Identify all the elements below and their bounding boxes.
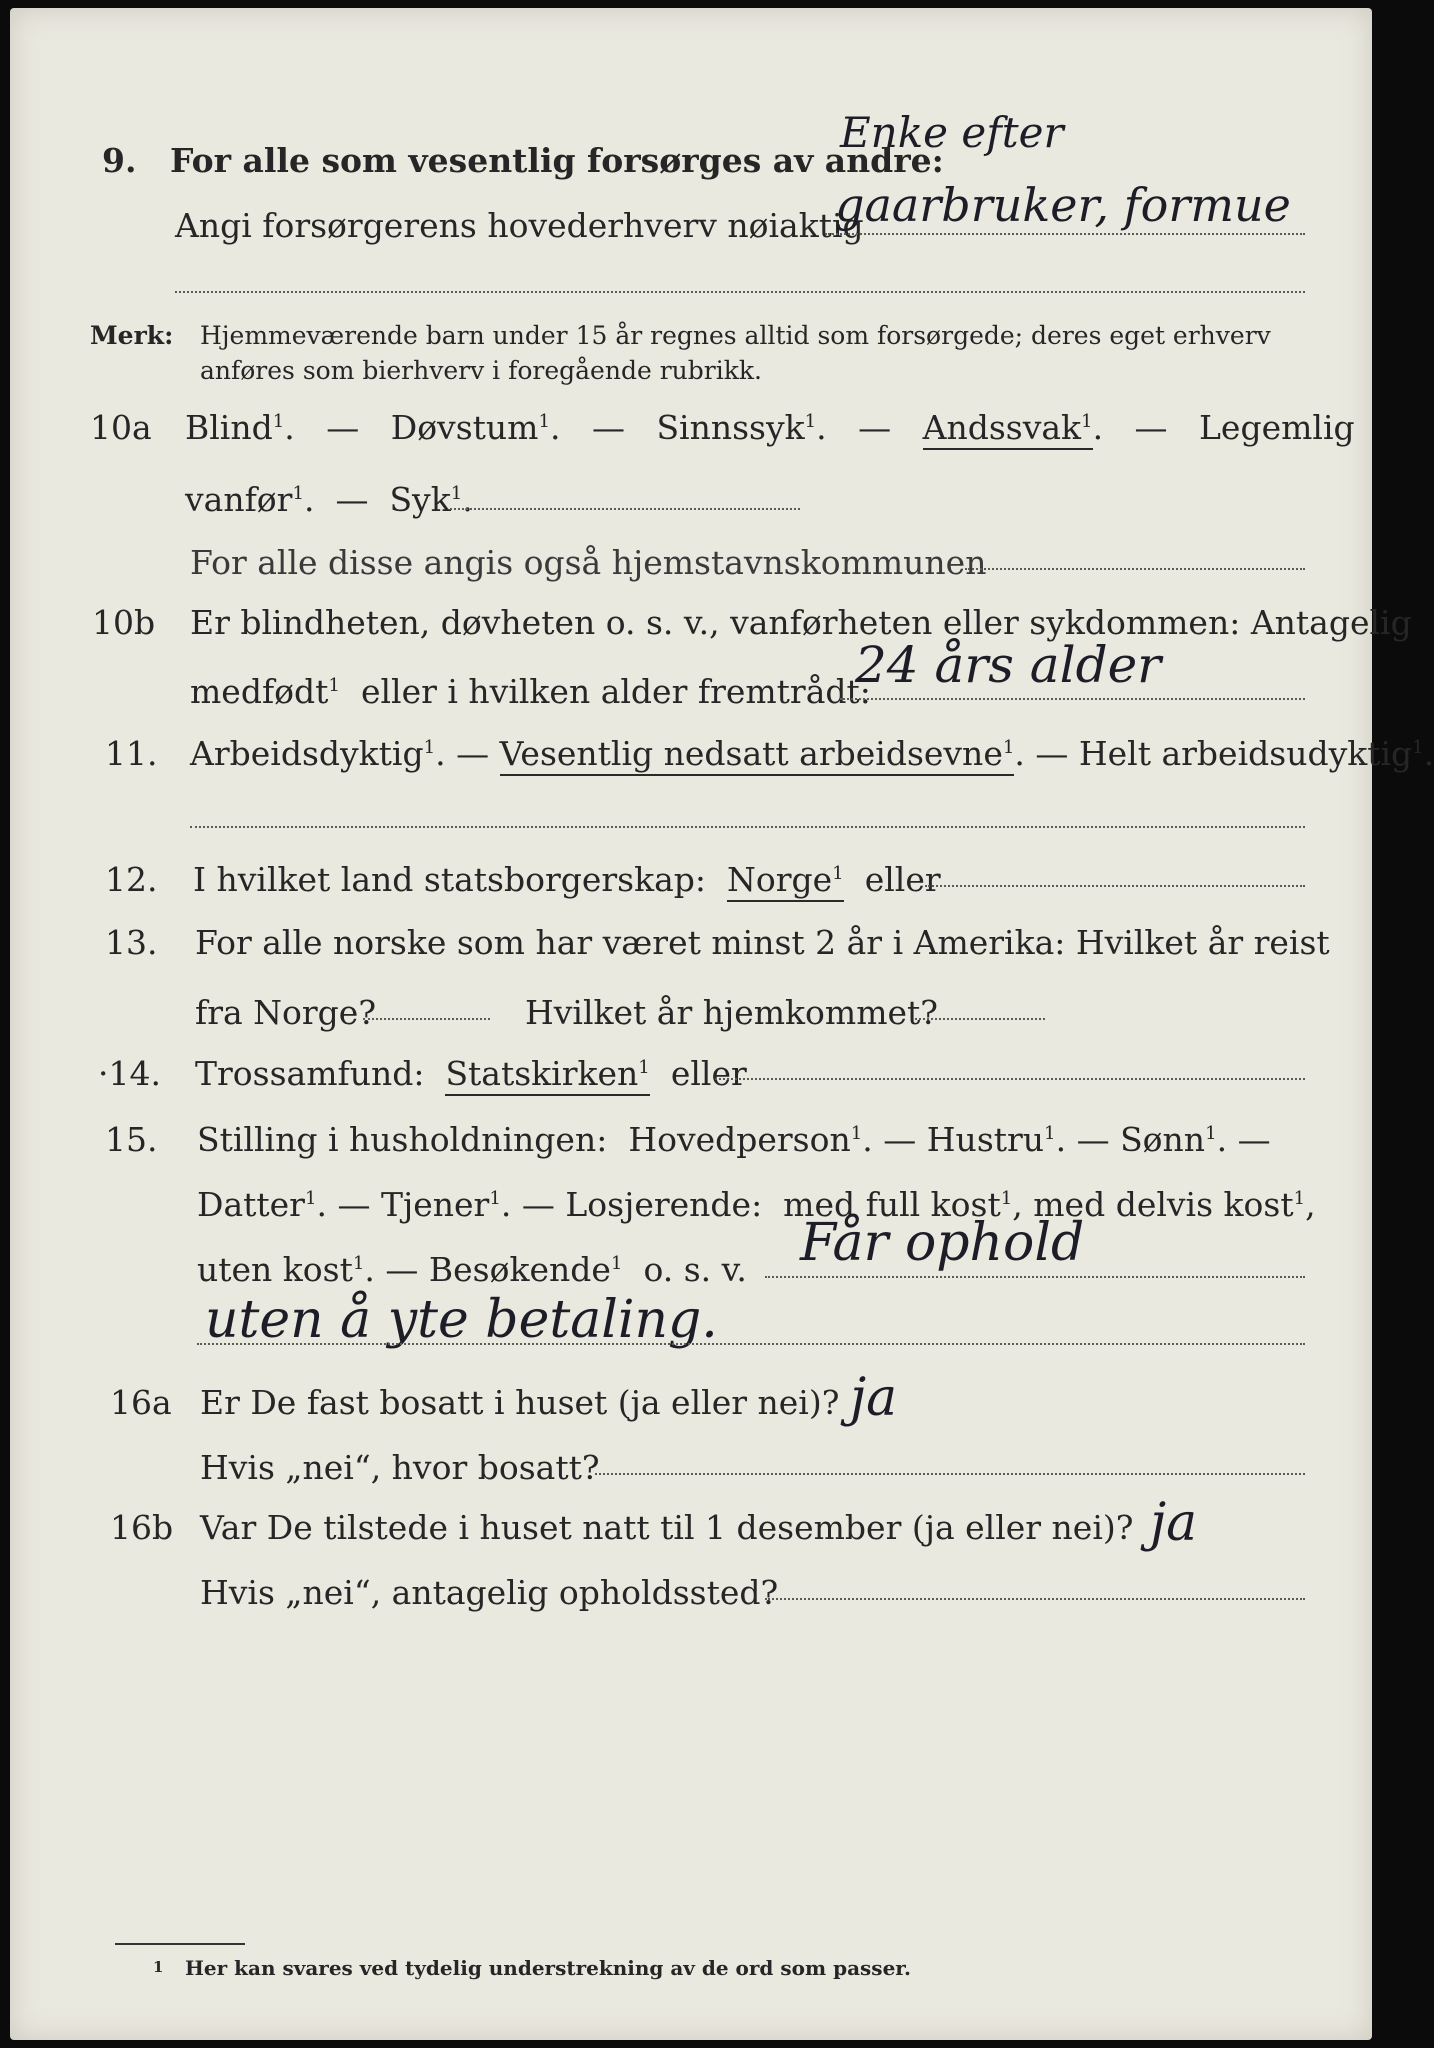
q9-extra-line (175, 291, 1305, 293)
q11-line: Arbeidsdyktig$^1$. — Vesentlig nedsatt arbeidsevne$^1$. — Helt arbeidsudyktig$^1$. (190, 734, 1434, 773)
opt-statskirken-underlined: Statskirken$^1$ (445, 1054, 649, 1096)
q11-number: 11. (105, 734, 158, 773)
q10a-line3: For alle disse angis også hjemstavnskommunen (190, 543, 987, 582)
merk-label: Merk: (90, 321, 174, 350)
q9-dotted-line (825, 233, 1305, 235)
opt-norge-underlined: Norge$^1$ (727, 860, 844, 902)
q13-line2a: fra Norge? (195, 993, 377, 1032)
q13-line2b: Hvilket år hjemkommet? (525, 993, 938, 1032)
census-form-page (10, 8, 1434, 2040)
opt-dovstum: Døvstum (390, 408, 539, 447)
q16a-line2: Hvis „nei“, hvor bosatt? (200, 1448, 600, 1487)
q16b-line-fill (765, 1598, 1305, 1600)
q10b-answer: 24 års alder (855, 636, 1162, 694)
q15-line3: uten kost$^1$. — Besøkende$^1$ o. s. v. (197, 1250, 747, 1289)
opt-udyktig: Helt arbeidsudyktig (1078, 734, 1413, 773)
opt-nedsatt-underlined: Vesentlig nedsatt arbeidsevne$^1$ (500, 734, 1015, 776)
q9-line1: For alle som vesentlig forsørges av andre: (170, 141, 944, 180)
opt-legemlig: Legemlig (1199, 408, 1355, 447)
q15-line1: Stilling i husholdningen: Hovedperson$^1$. — Hustru$^1$. — Sønn$^1$. — (197, 1120, 1271, 1159)
q13-number: 13. (105, 923, 158, 962)
q9-number: 9. (102, 141, 137, 180)
q15-line-fill1 (765, 1276, 1305, 1278)
q10a-line1: Blind$^1$. — Døvstum$^1$. — Sinnssyk$^1$. — Andssvak$^1$. — Legemlig (185, 408, 1355, 447)
q12-line: I hvilket land statsborgerskap: Norge$^1$ eller (193, 860, 941, 899)
footnote-text: Her kan svares ved tydelig understrekning av de ord som passer. (185, 1956, 911, 1980)
q10a-syk-line (450, 508, 800, 510)
q11-extra-line (190, 826, 1305, 828)
opt-andssvak-underlined: Andssvak$^1$ (923, 408, 1093, 450)
q9-answer1: Enke efter (840, 108, 1064, 157)
q12-line-fill (925, 885, 1305, 887)
footnote-mark: 1 (153, 1958, 164, 1976)
q13-line1: For alle norske som har været minst 2 år i Amerika: Hvilket år reist (195, 923, 1330, 962)
q9-line2: Angi forsørgerens hovederhverv nøiaktig (175, 206, 864, 245)
q10b-line1: Er blindheten, døvheten o. s. v., vanførheten eller sykdommen: Antagelig (190, 603, 1412, 642)
merk-line2: anføres som bierhverv i foregående rubrikk. (200, 356, 762, 385)
q16a-number: 16a (110, 1383, 172, 1422)
merk-line1: Hjemmeværende barn under 15 år regnes alltid som forsørgede; deres eget erhverv (200, 321, 1271, 350)
q9-answer2: gaarbruker, formue (835, 178, 1291, 232)
q10a-hjemstavn-line (965, 568, 1305, 570)
q10a-number: 10a (90, 408, 152, 447)
q16b-answer: ja (1150, 1493, 1198, 1553)
opt-arbeidsdyktig: Arbeidsdyktig (190, 734, 424, 773)
q16b-line2: Hvis „nei“, antagelig opholdssted? (200, 1573, 779, 1612)
q15-line-fill2 (197, 1343, 1305, 1345)
q14-line: Trossamfund: Statskirken$^1$ eller (195, 1054, 747, 1093)
q10b-number: 10b (92, 603, 156, 642)
q15-answer1: Får ophold (800, 1213, 1085, 1273)
opt-vanfor: vanfør (185, 480, 293, 519)
q15-answer2: uten å yte betaling. (205, 1290, 718, 1350)
q16a-line1: Er De fast bosatt i huset (ja eller nei)? (200, 1383, 840, 1422)
opt-sinnssyk: Sinnssyk (656, 408, 805, 447)
q16b-line1: Var De tilstede i huset natt til 1 desember (ja eller nei)? (200, 1508, 1134, 1547)
q16b-number: 16b (110, 1508, 174, 1547)
opt-syk: Syk (389, 480, 451, 519)
q14-line-fill (715, 1078, 1305, 1080)
opt-medfodt: medfødt (190, 672, 329, 711)
q15-number: 15. (105, 1120, 158, 1159)
q10b-line (840, 698, 1305, 700)
q12-number: 12. (105, 860, 158, 899)
q13-reist-line (363, 1018, 490, 1020)
q13-hjem-line (915, 1018, 1045, 1020)
q10a-line2: vanfør$^1$. — Syk$^1$. (185, 480, 473, 519)
q16a-line-fill (595, 1473, 1305, 1475)
q15-line2: Datter$^1$. — Tjener$^1$. — Losjerende: med full kost$^1$, med delvis kost$^1$, (197, 1185, 1316, 1224)
opt-blind: Blind (185, 408, 273, 447)
footnote-rule (115, 1943, 245, 1945)
q14-number: ·14. (98, 1054, 161, 1093)
q16a-answer: ja (850, 1368, 898, 1428)
q10b-line2: medfødt$^1$ eller i hvilken alder fremtrådt: (190, 672, 871, 711)
